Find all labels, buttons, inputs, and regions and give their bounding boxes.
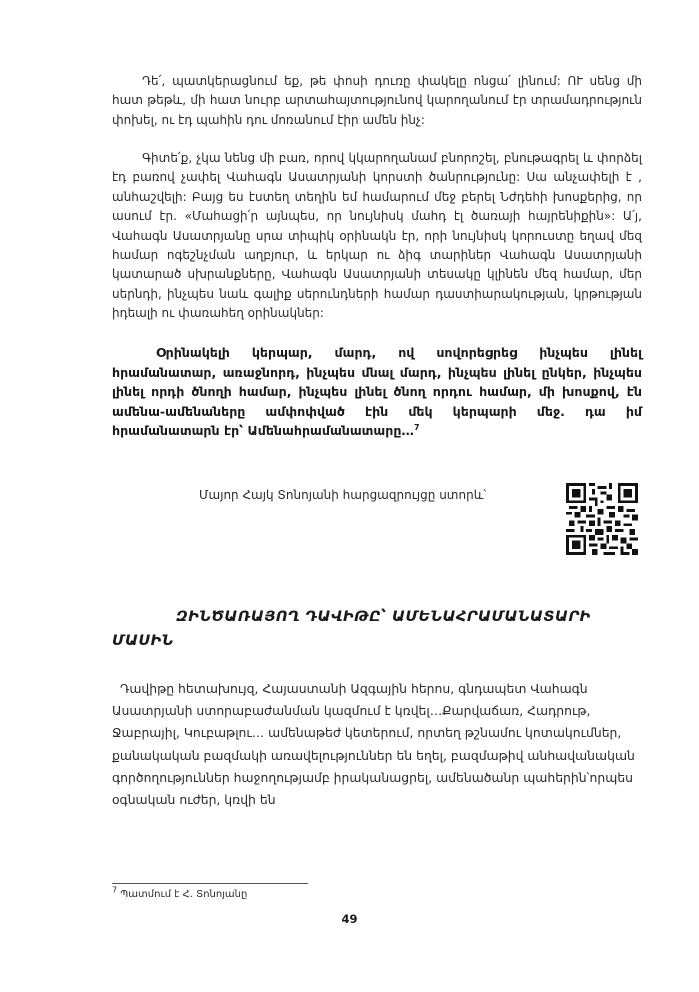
interview-caption: Մայոր Հայկ Տոնոյանի հարցազրույցը ստորև՝: [199, 488, 487, 502]
qr-code-icon[interactable]: [566, 483, 638, 555]
footnote-number: 7: [112, 885, 118, 895]
body-paragraph-2: Գիտե՛ք, չկա նենց մի բառ, որով կկարողանամ բնորոշել, բնութագրել և փորձել էդ բառով չափել Վահագն Ասատրյանի կորստի ծանրությունը: Սա անչափելի է , անհաշվելի: Բայց ես էստեղ տեղին եմ համարում մեջ բերել Նժդեհի խոսքերից, որ ասում էր. «Մահացի՛ր այնպես, որ նույնիսկ մահդ էլ ծառայի հայրենիքին»: Ա՛յ, Վահագն Ասատրյանը սրա տիպիկ օրինակն էր, որի նույնիսկ կորուստը եղավ մեզ համար ոգեշնչման աղբյուր, և երկար ու ձիգ տարիներ Վահագն Ասատրյանի կատարած սխրանքները, Վահագն Ասատրյանի տեսակը կլինեն մեզ համար, մեր սերնդի, ինչպես նաև գալիք սերունդների համար դաստիարակության, կրթության իդեալի ու փառահեղ օրինակներ:: [112, 151, 642, 321]
commander-quote: [112, 343, 642, 441]
footnote: [112, 885, 248, 900]
section-paragraph: Դավիթը հետախույզ, Հայաստանի Ազգային հերոս, գնդապետ Վահագն Ասատրյանի ստորաբաժանման կազմում է կռվել…Քարվաճառ, Հադրութ, Ջաբրայիլ, Կուբաթլու… ամենաթեժ կետերում, որտեղ թշնամու կոտակումներ, քանակական բազմակի առավելություններ են եղել, բազմաթիվ անհավանական գործողություններ հաջողությամբ իրականացրել, ամենածանր պահերին՝որպես օգնական ուժեր, կռվի են: [112, 681, 635, 808]
body-paragraph-1: Դե՛, պատկերացնում եք, թե փոսի դուռը փակելը ոնցա՛ լինում: ՈՒ սենց մի հատ թեթև, մի հատ նուրբ արտահայտությունով կարողանում էր տրամադրություն փոխել, ու էդ պահին դու մոռանում էիր ամեն ինչ:: [112, 74, 642, 127]
section-heading: ԶԻՆԾԱՌԱՅՈՂ ԴԱՎԻԹԸ՝ ԱՄԵՆԱՀՐԱՄԱՆԱՏԱՐԻ ՄԱՍԻՆ: [112, 609, 591, 649]
footnote-divider: [112, 883, 308, 884]
footnote-reference[interactable]: 7: [414, 423, 420, 433]
page-number: 49: [341, 912, 358, 926]
quote-text: Օրինակելի կերպար, մարդ, ով սովորեցրեց ինչպես լինել հրամանատար, առաջնորդ, ինչպես մնալ մարդ, ինչպես լինել ընկեր, ինչպես լինել որդի ծնողի համար, ինչպես լինել ծնող որդու համար, մի խոսքով, էն ամենա-ամենաները ամփոփված էին մեկ կերպարի մեջ. դա իմ հրամանատարն էր՝ Ամենահրամանատարը…: [112, 345, 642, 439]
footnote-text: Պատմում է Հ. Տոնոյանը: [120, 889, 248, 900]
